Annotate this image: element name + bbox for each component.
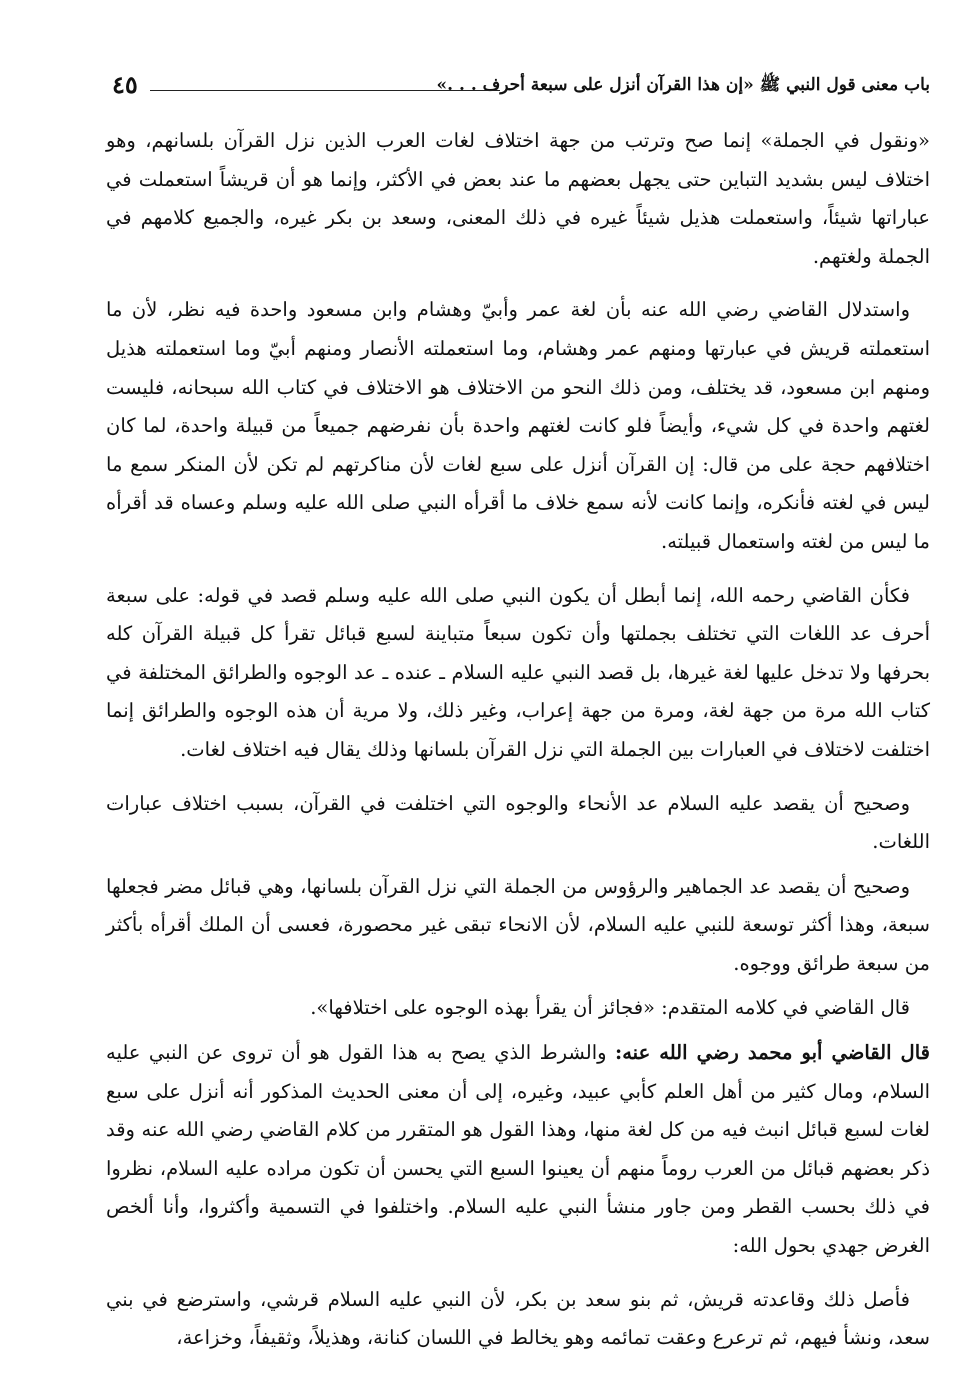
paragraph <box>106 122 930 276</box>
paragraph <box>106 1281 930 1358</box>
body-text <box>106 122 930 1373</box>
paragraph <box>106 989 930 1028</box>
paragraph-text: والشرط الذي يصح به هذا القول هو أن تروى عن النبي عليه السلام، ومال كثير من أهل العلم كأبي عبيد، وغيره، إلى أن معنى الحديث المذكور أنه أنزل على سبع لغات لسبع قبائل انبث فيه من كل لغة منها، وهذا القول هو المتقرر من كلام القاضي رضي الله عنه وقد ذكر بعضهم قبائل من العرب روماً منهم أن يعينوا السبع التي يحسن أن تكون مراده عليه السلام، نظروا في ذلك بحسب القطر ومن جاور منشأ النبي عليه السلام. واختلفوا في التسمية وأكثروا، وأنا ألخص الغرض جهدي بحول الله: <box>106 1041 930 1258</box>
paragraph <box>106 577 930 770</box>
paragraph <box>106 1034 930 1266</box>
paragraph <box>106 291 930 561</box>
paragraph-text: وصحيح أن يقصد عليه السلام عد الأنحاء والوجوه التي اختلفت في القرآن، بسبب اختلاف عبارات اللغات. <box>106 791 930 854</box>
paragraph-text: قال القاضي في كلامه المتقدم: «فجائز أن يقرأ بهذه الوجوه على اختلافها». <box>310 996 910 1020</box>
paragraph-text: وصحيح أن يقصد عد الجماهير والرؤوس من الجملة التي نزل القرآن بلسانها، وهي قبائل مضر فجعلها سبعة، وهذا أكثر توسعة للنبي عليه السلام، لأن الانحاء تبقى غير محصورة، فعسى أن الملك أقرأه بأكثر من سبعة طرائق ووجوه. <box>106 874 930 975</box>
page-number: ٤٥ <box>112 70 138 99</box>
paragraph-text: واستدلال القاضي رضي الله عنه بأن لغة عمر وأبيّ وهشام وابن مسعود واحدة فيه نظر، لأن ما استعملته قريش في عبارتها ومنهم عمر وهشام، وما استعملته الأنصار ومنهم أبيّ وما استعملته هذيل ومنهم ابن مسعود، قد يختلف، ومن ذلك النحو من الاختلاف هو الاختلاف في كتاب الله سبحانه، فليست لغتهم واحدة في كل شيء، وأيضاً فلو كانت لغتهم واحدة بأن نفرضهم جميعاً من قبيلة واحدة، لما كان اختلافهم حجة على من قال: إن القرآن أنزل على سبع لغات لأن مناكرتهم لم تكن لأن المنكر سمع ما ليس في لغته فأنكره، وإنما كانت لأنه سمع خلاف ما أقرأه النبي صلى الله عليه وسلم وعساه قد أقرأه ما ليس من لغته واستعمال قبيلته. <box>106 298 930 553</box>
paragraph <box>106 868 930 984</box>
header-rule <box>150 90 500 91</box>
chapter-title: باب معنى قول النبي ﷺ «إن هذا القرآن أنزل على سبعة أحرف . . .» <box>436 75 930 95</box>
running-header <box>100 68 930 108</box>
paragraph-text: فأصل ذلك وقاعدته قريش، ثم بنو سعد بن بكر، لأن النبي عليه السلام قرشي، واسترضع في بني سعد، ونشأ فيهم، ثم ترعرع وعقت تمائمه وهو يخالط في اللسان كنانة، وهذيلاً، وثقيفاً، وخزاعة، <box>106 1287 930 1350</box>
paragraph <box>106 785 930 862</box>
paragraph-text: «ونقول في الجملة» إنما صح وترتب من جهة اختلاف لغات العرب الذين نزل القرآن بلسانهم، وهو اختلاف ليس بشديد التباين حتى يجهل بعضهم ما عند بعض في الأكثر، وإنما هو أن قريشاً استعملت في عباراتها شيئاً، واستعملت هذيل شيئاً غيره في ذلك المعنى، وسعد بن بكر غيره، والجميع كلامهم في الجملة ولغتهم. <box>106 129 930 268</box>
paragraph-lead: قال القاضي أبو محمد رضي الله عنه: <box>615 1041 930 1065</box>
paragraph-text: فكأن القاضي رحمه الله، إنما أبطل أن يكون النبي صلى الله عليه وسلم قصد في قوله: على سبعة أحرف عد اللغات التي تختلف بجملتها وأن تكون سبعاً متباينة لسبع قبائل تقرأ كل قبيلة القرآن كله بحرفها ولا تدخل عليها لغة غيرها، بل قصد النبي عليه السلام ـ عنده ـ عد الوجوه والطرائق المختلفة في كتاب الله مرة من جهة لغة، ومرة من جهة إعراب، وغير ذلك، ولا مرية أن هذه الوجوه والطرائق إنما اختلفت لاختلاف في العبارات بين الجملة التي نزل القرآن بلسانها وذلك يقال فيه اختلاف لغات. <box>106 583 930 761</box>
